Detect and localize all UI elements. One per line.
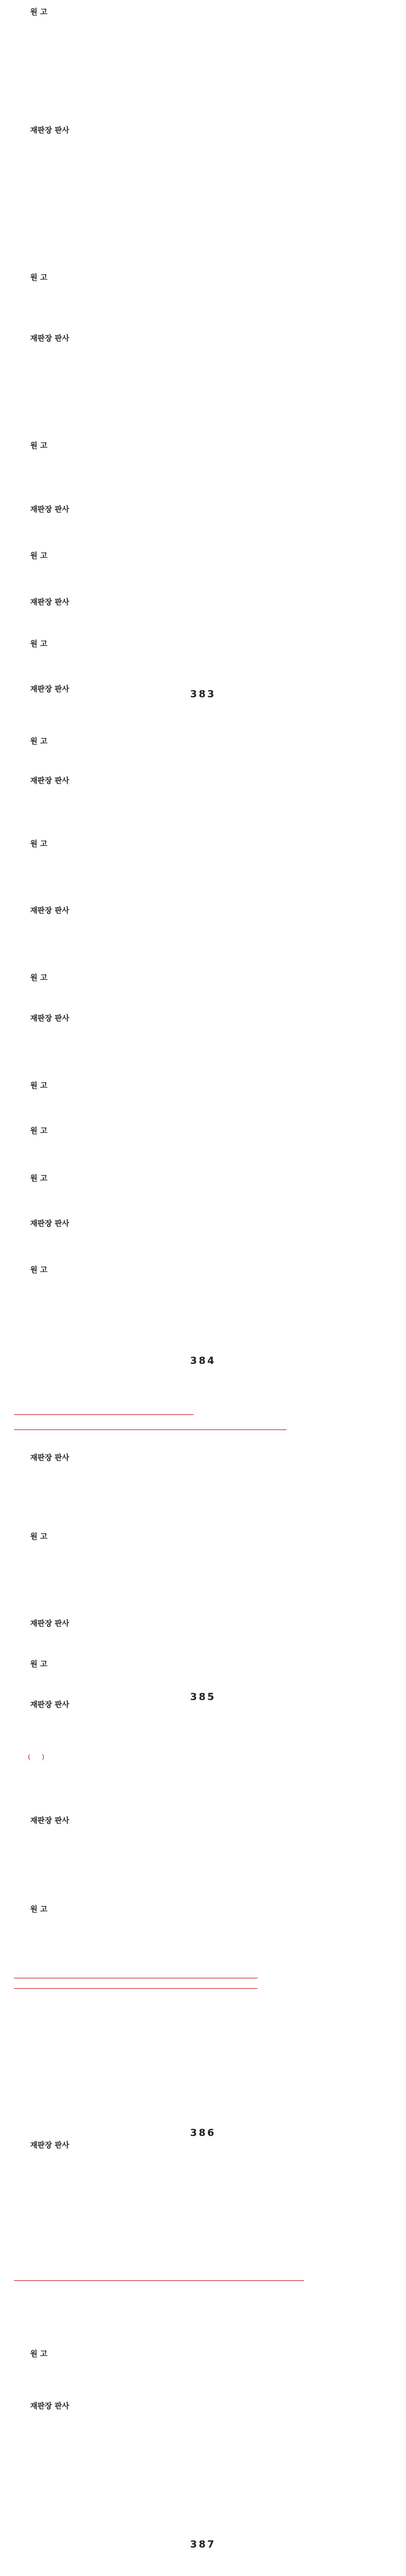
dialogue-text <box>19 2217 387 2232</box>
dialogue-text <box>19 289 387 304</box>
speaker-label: 재판장 판사 <box>30 2141 70 2150</box>
dialogue-block <box>19 2400 387 2433</box>
speaker-label: 원 고 <box>30 737 48 746</box>
dialogue-text <box>19 2157 387 2172</box>
dialogue-text <box>19 856 387 871</box>
dialogue-block <box>19 2139 387 2308</box>
red-underline-mark <box>14 1414 194 1415</box>
dialogue-text <box>19 2277 387 2293</box>
speaker-label: 원 고 <box>30 1660 48 1669</box>
speaker-label: 재판장 판사 <box>30 1817 70 1825</box>
dialogue-block <box>19 1530 387 1563</box>
red-bracket-mark: ( ) <box>28 1753 45 1761</box>
dialogue-block <box>19 1698 387 1731</box>
speaker-label: 원 고 <box>30 552 48 561</box>
dialogue-text <box>19 2232 387 2247</box>
dialogue-block <box>19 332 387 395</box>
speaker-label: 재판장 판사 <box>30 505 70 514</box>
dialogue-text <box>19 2026 387 2042</box>
dialogue-text <box>19 1548 387 1563</box>
dialogue-text <box>19 54 387 69</box>
dialogue-block <box>19 1903 387 2042</box>
speaker-label: 원 고 <box>30 1127 48 1136</box>
dialogue-block <box>19 1617 387 1650</box>
speaker-label: 원 고 <box>30 274 48 282</box>
page-number: 383 <box>190 689 216 700</box>
dialogue-block <box>19 550 387 583</box>
dialogue-text <box>19 1756 387 1771</box>
dialogue-text <box>19 2293 387 2308</box>
speaker-label: 원 고 <box>30 1905 48 1914</box>
dialogue-text <box>19 1996 387 2011</box>
dialogue-text <box>19 2172 387 2187</box>
speaker-label: 원 고 <box>30 1533 48 1541</box>
dialogue-text <box>19 2187 387 2202</box>
dialogue-text <box>19 1372 387 1387</box>
dialogue-block <box>19 271 387 319</box>
dialogue-text <box>19 39 387 54</box>
dialogue-block <box>19 838 387 871</box>
dialogue-text <box>19 1921 387 1936</box>
dialogue-block <box>19 638 387 671</box>
dialogue-text <box>19 1878 387 1893</box>
speaker-label: 원 고 <box>30 1082 48 1090</box>
dialogue-text <box>19 656 387 671</box>
dialogue-text <box>19 2202 387 2217</box>
red-underline-mark <box>14 2280 304 2281</box>
speaker-label: 재판장 판사 <box>30 1701 70 1709</box>
page-number: 384 <box>190 1355 216 1367</box>
dialogue-text <box>19 1402 387 1417</box>
dialogue-text <box>19 1045 387 1060</box>
dialogue-text <box>19 1312 387 1327</box>
speaker-label: 재판장 판사 <box>30 777 70 785</box>
dialogue-block <box>19 596 387 629</box>
dialogue-text <box>19 1716 387 1731</box>
speaker-label: 재판장 판사 <box>30 1014 70 1023</box>
speaker-label: 재판장 판사 <box>30 2402 70 2411</box>
dialogue-block <box>19 774 387 807</box>
dialogue-text <box>19 753 387 768</box>
speaker-label: 원 고 <box>30 840 48 849</box>
dialogue-text <box>19 1951 387 1966</box>
speaker-label: 원 고 <box>30 442 48 450</box>
dialogue-text <box>19 1966 387 1981</box>
page-number: 386 <box>190 2127 216 2139</box>
dialogue-block <box>19 1079 387 1112</box>
dialogue-block <box>19 1172 387 1220</box>
speaker-label: 재판장 판사 <box>30 598 70 607</box>
dialogue-block <box>19 2348 387 2381</box>
dialogue-text <box>19 1469 387 1485</box>
dialogue-text <box>19 304 387 319</box>
speaker-label: 원 고 <box>30 8 48 17</box>
speaker-label: 원 고 <box>30 2350 48 2359</box>
dialogue-block <box>19 1125 387 1158</box>
dialogue-text <box>19 457 387 472</box>
dialogue-text <box>19 1235 387 1250</box>
dialogue-text <box>19 1847 387 1862</box>
dialogue-text <box>19 1097 387 1112</box>
dialogue-text <box>19 1832 387 1847</box>
dialogue-block <box>19 503 387 536</box>
dialogue-text <box>19 521 387 536</box>
dialogue-text <box>19 1143 387 1158</box>
dialogue-text <box>19 2011 387 2026</box>
dialogue-text <box>19 1676 387 1691</box>
speaker-label: 원 고 <box>30 974 48 983</box>
speaker-label: 재판장 판사 <box>30 1220 70 1228</box>
dialogue-text <box>19 1327 387 1342</box>
dialogue-block <box>19 1658 387 1691</box>
dialogue-text <box>19 701 387 716</box>
dialogue-text <box>19 2418 387 2433</box>
speaker-label: 재판장 판사 <box>30 126 70 135</box>
dialogue-text <box>19 1936 387 1951</box>
dialogue-text <box>19 792 387 807</box>
dialogue-text <box>19 1030 387 1045</box>
dialogue-text <box>19 1635 387 1650</box>
dialogue-block <box>19 6 387 69</box>
dialogue-text <box>19 1981 387 1996</box>
dialogue-block <box>19 1756 387 1771</box>
dialogue-block <box>19 1451 387 1485</box>
dialogue-text <box>19 1282 387 1297</box>
speaker-label: 재판장 판사 <box>30 685 70 694</box>
speaker-label: 재판장 판사 <box>30 1454 70 1462</box>
dialogue-text <box>19 202 387 217</box>
dialogue-block <box>19 904 387 937</box>
speaker-label: 재판장 판사 <box>30 1620 70 1628</box>
dialogue-text <box>19 1297 387 1312</box>
dialogue-text <box>19 2366 387 2381</box>
dialogue-text <box>19 567 387 583</box>
speaker-label: 원 고 <box>30 1266 48 1275</box>
dialogue-text <box>19 380 387 395</box>
dialogue-text <box>19 365 387 380</box>
speaker-label: 재판장 판사 <box>30 907 70 915</box>
dialogue-text <box>19 2247 387 2262</box>
dialogue-text <box>19 1387 387 1402</box>
dialogue-block <box>19 735 387 768</box>
speaker-label: 원 고 <box>30 1174 48 1183</box>
red-underline-mark <box>14 1988 258 1989</box>
speaker-label: 원 고 <box>30 640 48 649</box>
dialogue-block <box>19 972 387 1005</box>
dialogue-text <box>19 989 387 1005</box>
dialogue-block <box>19 124 387 232</box>
dialogue-text <box>19 350 387 365</box>
dialogue-text <box>19 1862 387 1878</box>
page-number: 387 <box>190 2539 216 2550</box>
dialogue-text <box>19 922 387 937</box>
dialogue-block <box>19 439 387 472</box>
dialogue-block <box>19 1814 387 1893</box>
dialogue-text <box>19 217 387 232</box>
dialogue-text <box>19 172 387 187</box>
dialogue-block <box>19 1012 387 1060</box>
speaker-label: 재판장 판사 <box>30 334 70 343</box>
dialogue-text <box>19 24 387 39</box>
dialogue-text <box>19 187 387 202</box>
dialogue-text <box>19 157 387 172</box>
red-underline-mark <box>14 1429 287 1430</box>
dialogue-text <box>19 1417 387 1432</box>
dialogue-text <box>19 142 387 157</box>
dialogue-text <box>19 1190 387 1205</box>
dialogue-text <box>19 614 387 629</box>
dialogue-text <box>19 1432 387 1447</box>
dialogue-block <box>19 1217 387 1250</box>
dialogue-text <box>19 2262 387 2277</box>
page-number: 385 <box>190 1691 216 1703</box>
